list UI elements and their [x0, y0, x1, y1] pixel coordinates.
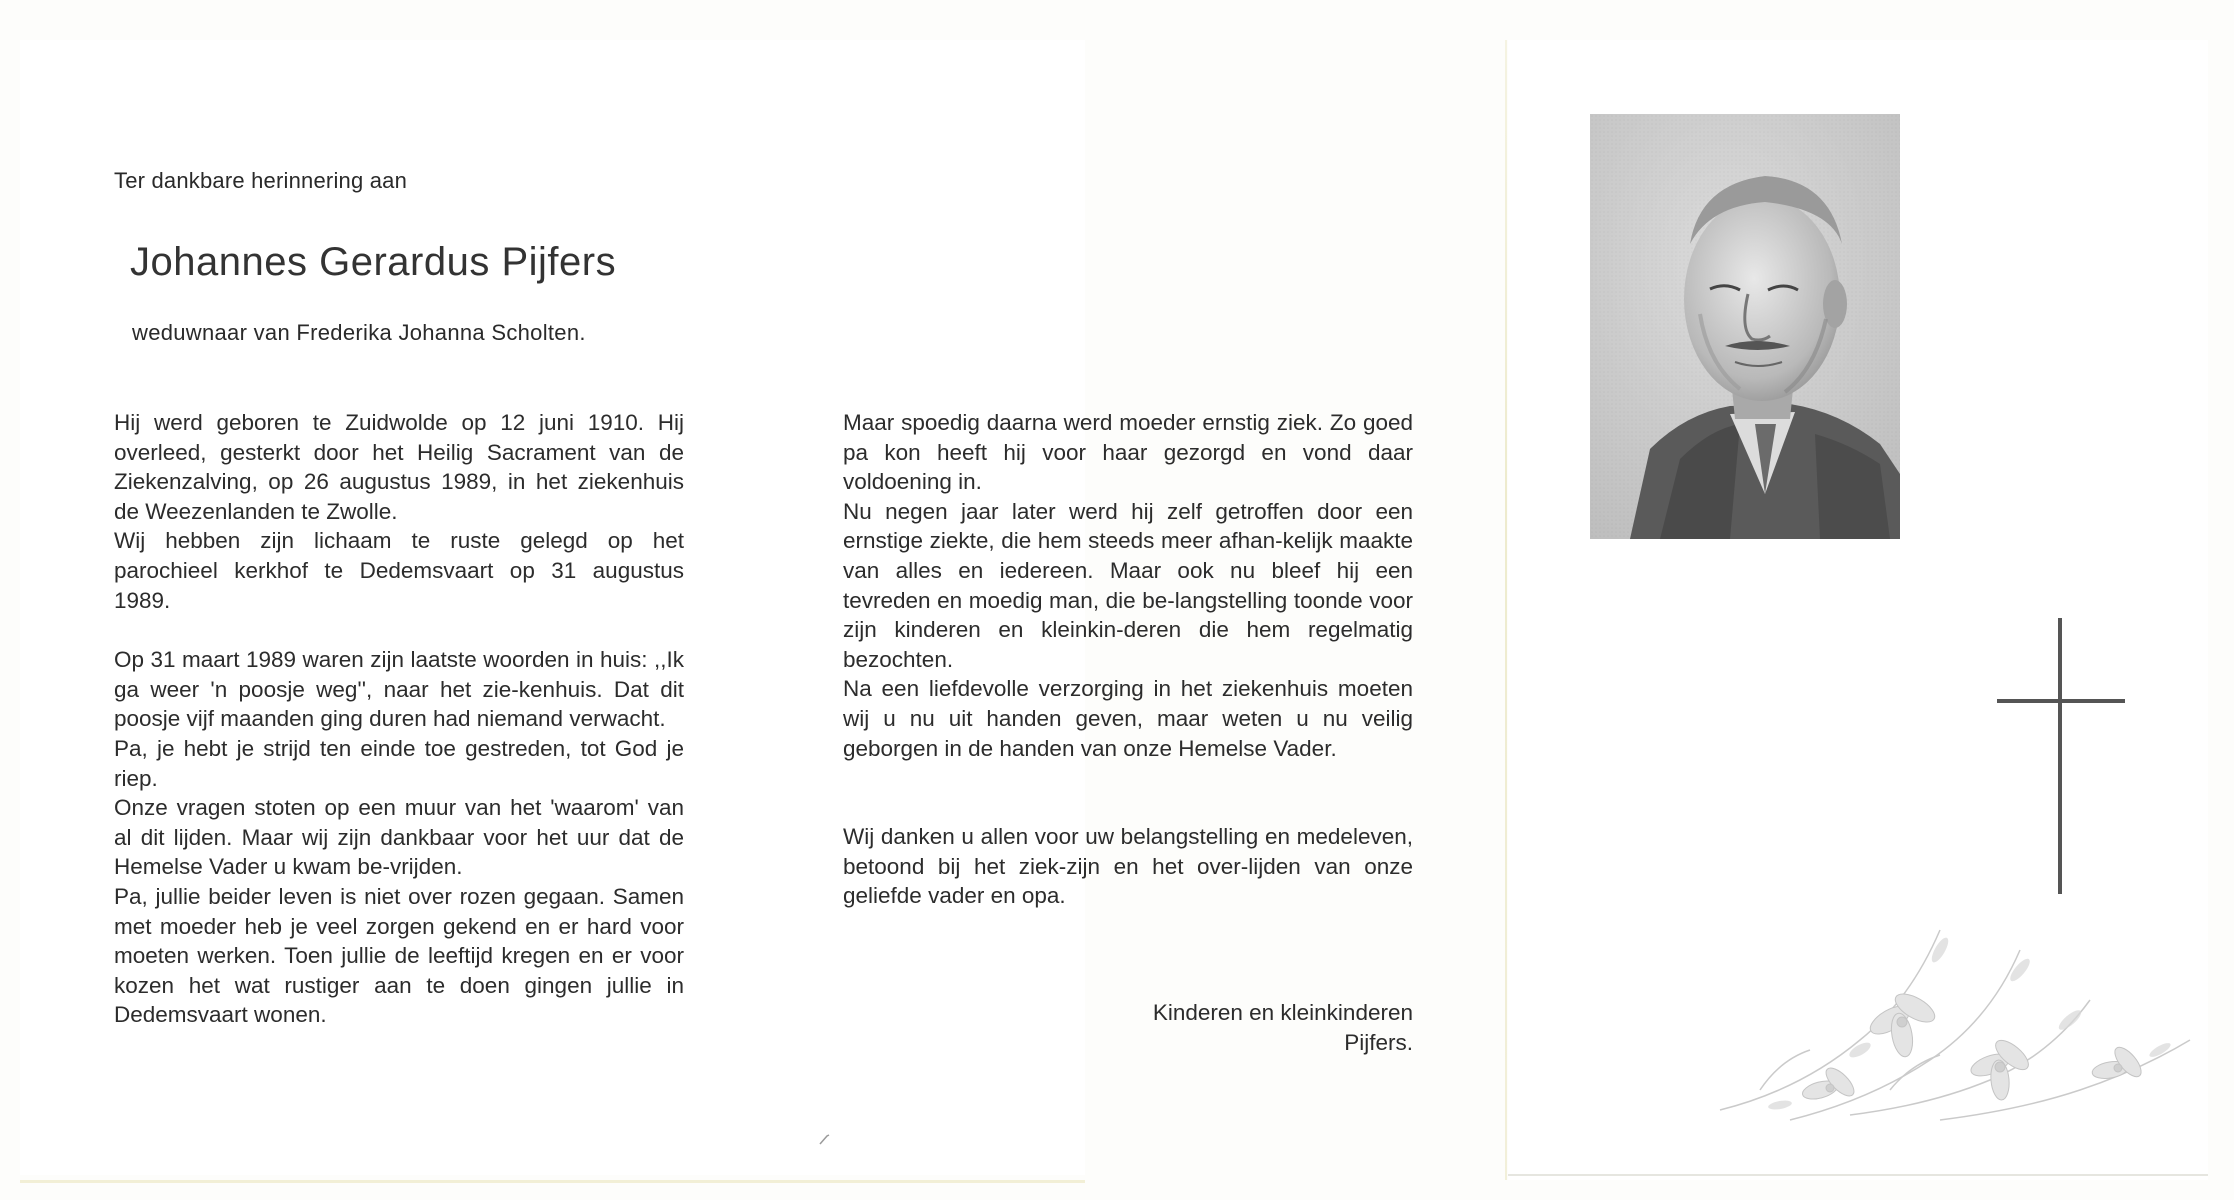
paragraph-questions: Onze vragen stoten op een muur van het 'waarom' van al dit lijden. Maar wij zijn dankbaar voor het uur dat de Hemelse Vader u kwam be-vrijden. — [114, 795, 684, 880]
paragraph-hospital-care: Na een liefdevolle verzorging in het ziekenhuis moeten wij u nu uit handen geven, maar weten u nu veilig geborgen in de handen van onze Hemelse Vader. — [843, 676, 1413, 761]
paragraph-last-words: Op 31 maart 1989 waren zijn laatste woorden in huis: ,,Ik ga weer 'n poosje weg'', naar het zie-kenhuis. Dat dit poosje vijf maanden ging duren had niemand verwacht. — [114, 647, 684, 732]
paragraph-gap — [843, 763, 1413, 822]
card-bottom-edge — [20, 1180, 1085, 1183]
right-page-edge — [1508, 1174, 2208, 1176]
signature-line-family: Kinderen en kleinkinderen — [1152, 1000, 1413, 1025]
latin-cross-icon — [1993, 614, 2129, 896]
widower-line: weduwnaar van Frederika Johanna Scholten. — [132, 320, 586, 345]
paragraph-burial: Wij hebben zijn lichaam te ruste gelegd op het parochieel kerkhof te Dedemsvaart op 31 augustus 1989. — [114, 528, 684, 613]
floral-decoration-icon — [1690, 890, 2210, 1130]
paragraph-life: Pa, jullie beider leven is niet over rozen gegaan. Samen met moeder heb je veel zorgen gekend en er hard voor moeten werken. Toen jullie de leeftijd kregen en er voor kozen het wat rustiger aan te doen gingen jullie in Dedemsvaart wonen. — [114, 883, 684, 1028]
left-text-column — [114, 408, 684, 1030]
card-fold-line — [1505, 40, 1507, 1180]
signature-line-surname: Pijfers. — [1344, 1030, 1413, 1055]
paragraph-struggle: Pa, je hebt je strijd ten einde toe gestreden, tot God je riep. — [114, 735, 684, 791]
paragraph-thanks: Wij danken u allen voor uw belangstelling en medeleven, betoond bij het ziek-zijn en het over-lijden van onze geliefde vader en opa. — [843, 824, 1413, 909]
signature-block — [980, 998, 1413, 1058]
portrait-photo — [1590, 114, 1900, 539]
paper-speck — [818, 1132, 832, 1146]
paragraph-birth-death: Hij werd geboren te Zuidwolde op 12 juni 1910. Hij overleed, gesterkt door het Heilig Sacrament van de Ziekenzalving, op 26 augustus 1989, in het ziekenhuis de Weezenlanden te Zwolle. — [114, 410, 684, 524]
paragraph-gap — [114, 615, 684, 645]
paragraph-mother-ill: Maar spoedig daarna werd moeder ernstig ziek. Zo goed pa kon heeft hij voor haar gezorgd en vond daar voldoening in. — [843, 410, 1413, 495]
deceased-name: Johannes Gerardus Pijfers — [130, 240, 617, 284]
paragraph-his-illness: Nu negen jaar later werd hij zelf getroffen door een ernstige ziekte, die hem steeds meer afhan-kelijk maakte van alles en iedereen. Maar ook nu bleef hij een tevreden en moedig man, die be-langstelling toonde voor zijn kinderen en kleinkin-deren die hem regelmatig bezochten. — [843, 498, 1413, 672]
right-text-column — [843, 408, 1413, 911]
intro-line: Ter dankbare herinnering aan — [114, 168, 408, 193]
